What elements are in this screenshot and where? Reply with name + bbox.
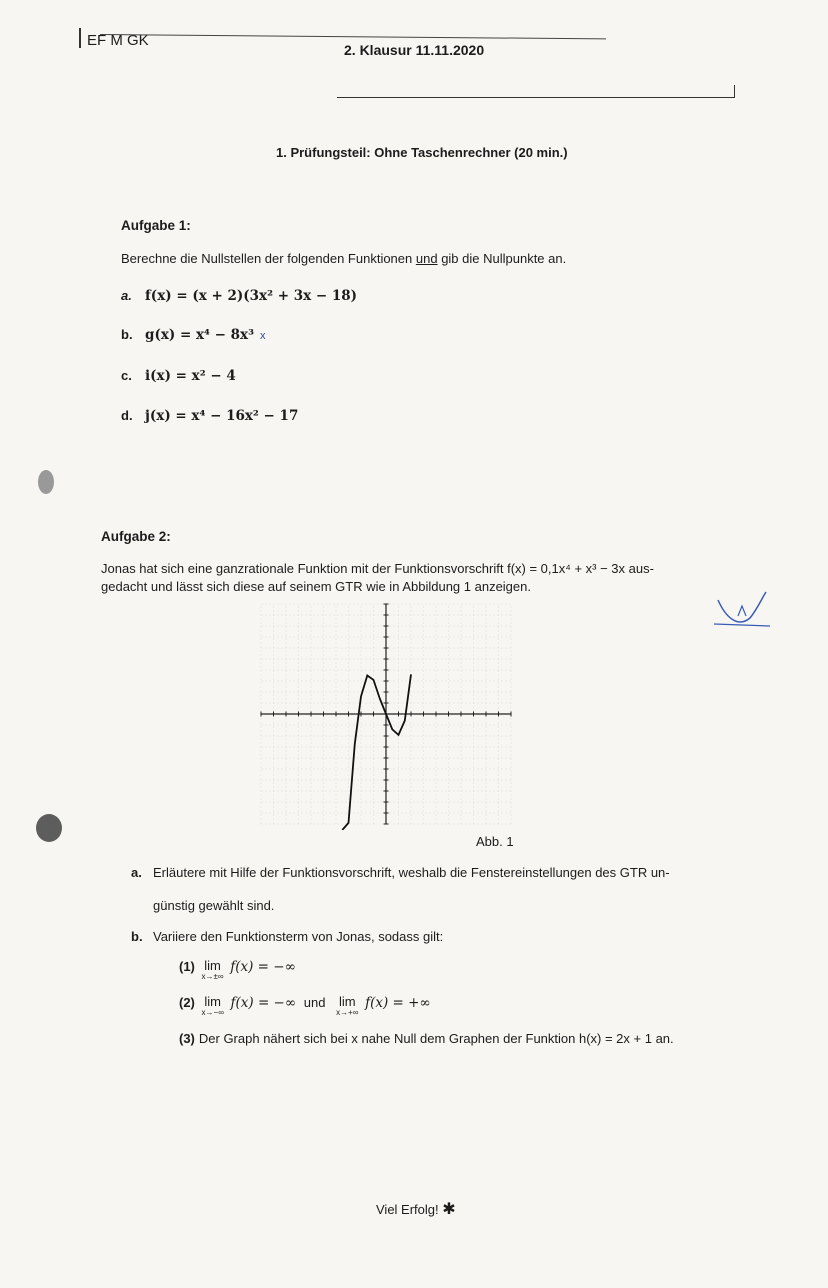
task1-item-d: d. j(x) = x⁴ − 16x² − 17 bbox=[121, 408, 299, 424]
task1-title: Aufgabe 1: bbox=[121, 218, 191, 233]
punch-hole-top bbox=[38, 470, 54, 494]
task2-title: Aufgabe 2: bbox=[101, 529, 171, 544]
condition-3: (3) Der Graph nähert sich bei x nahe Null dem Graphen der Funktion h(x) = 2x + 1 an. bbox=[179, 1031, 674, 1046]
section-title: 1. Prüfungsteil: Ohne Taschenrechner (20 min.) bbox=[276, 145, 568, 160]
task1-item-c: c. i(x) = x² − 4 bbox=[121, 368, 236, 384]
condition-2: (2) lim x→−∞ f(x) = −∞ und lim x→+∞ f(x) = +∞ bbox=[179, 994, 431, 1017]
task2-line1: Jonas hat sich eine ganzrationale Funktion mit der Funktionsvorschrift f(x) = 0,1x⁴ + x³ − 3x aus- bbox=[101, 561, 654, 576]
punch-hole-bottom bbox=[36, 814, 62, 842]
task1-item-a: a. f(x) = (x + 2)(3x² + 3x − 18) bbox=[121, 288, 358, 304]
header-bracket bbox=[79, 28, 81, 48]
course-label: EF M GK bbox=[87, 32, 149, 49]
function-curve bbox=[342, 674, 411, 830]
footer-greeting: Viel Erfolg! ✱ bbox=[376, 1201, 456, 1218]
task1-intro: Berechne die Nullstellen der folgenden Funktionen und gib die Nullpunkte an. bbox=[121, 251, 567, 266]
condition-1: (1) lim x→±∞ f(x) = −∞ bbox=[179, 958, 296, 981]
header-line bbox=[100, 34, 606, 39]
task1-item-b: b. g(x) = x⁴ − 8x³ x bbox=[121, 327, 266, 343]
gtr-graph bbox=[255, 598, 517, 830]
task2a: a. Erläutere mit Hilfe der Funktionsvorschrift, weshalb die Fenstereinstellungen des GTR un- bbox=[131, 865, 670, 880]
correction-mark: x bbox=[260, 330, 266, 342]
task2b: b. Variiere den Funktionsterm von Jonas, sodass gilt: bbox=[131, 929, 444, 944]
task2-line2: gedacht und lässt sich diese auf seinem GTR wie in Abbildung 1 anzeigen. bbox=[101, 579, 531, 594]
name-line bbox=[337, 97, 735, 98]
exam-title: 2. Klausur 11.11.2020 bbox=[344, 42, 485, 58]
name-line-tick bbox=[734, 85, 735, 97]
margin-sketch bbox=[708, 588, 774, 638]
figure-caption: Abb. 1 bbox=[476, 834, 514, 849]
task2a-cont: günstig gewählt sind. bbox=[153, 898, 275, 913]
